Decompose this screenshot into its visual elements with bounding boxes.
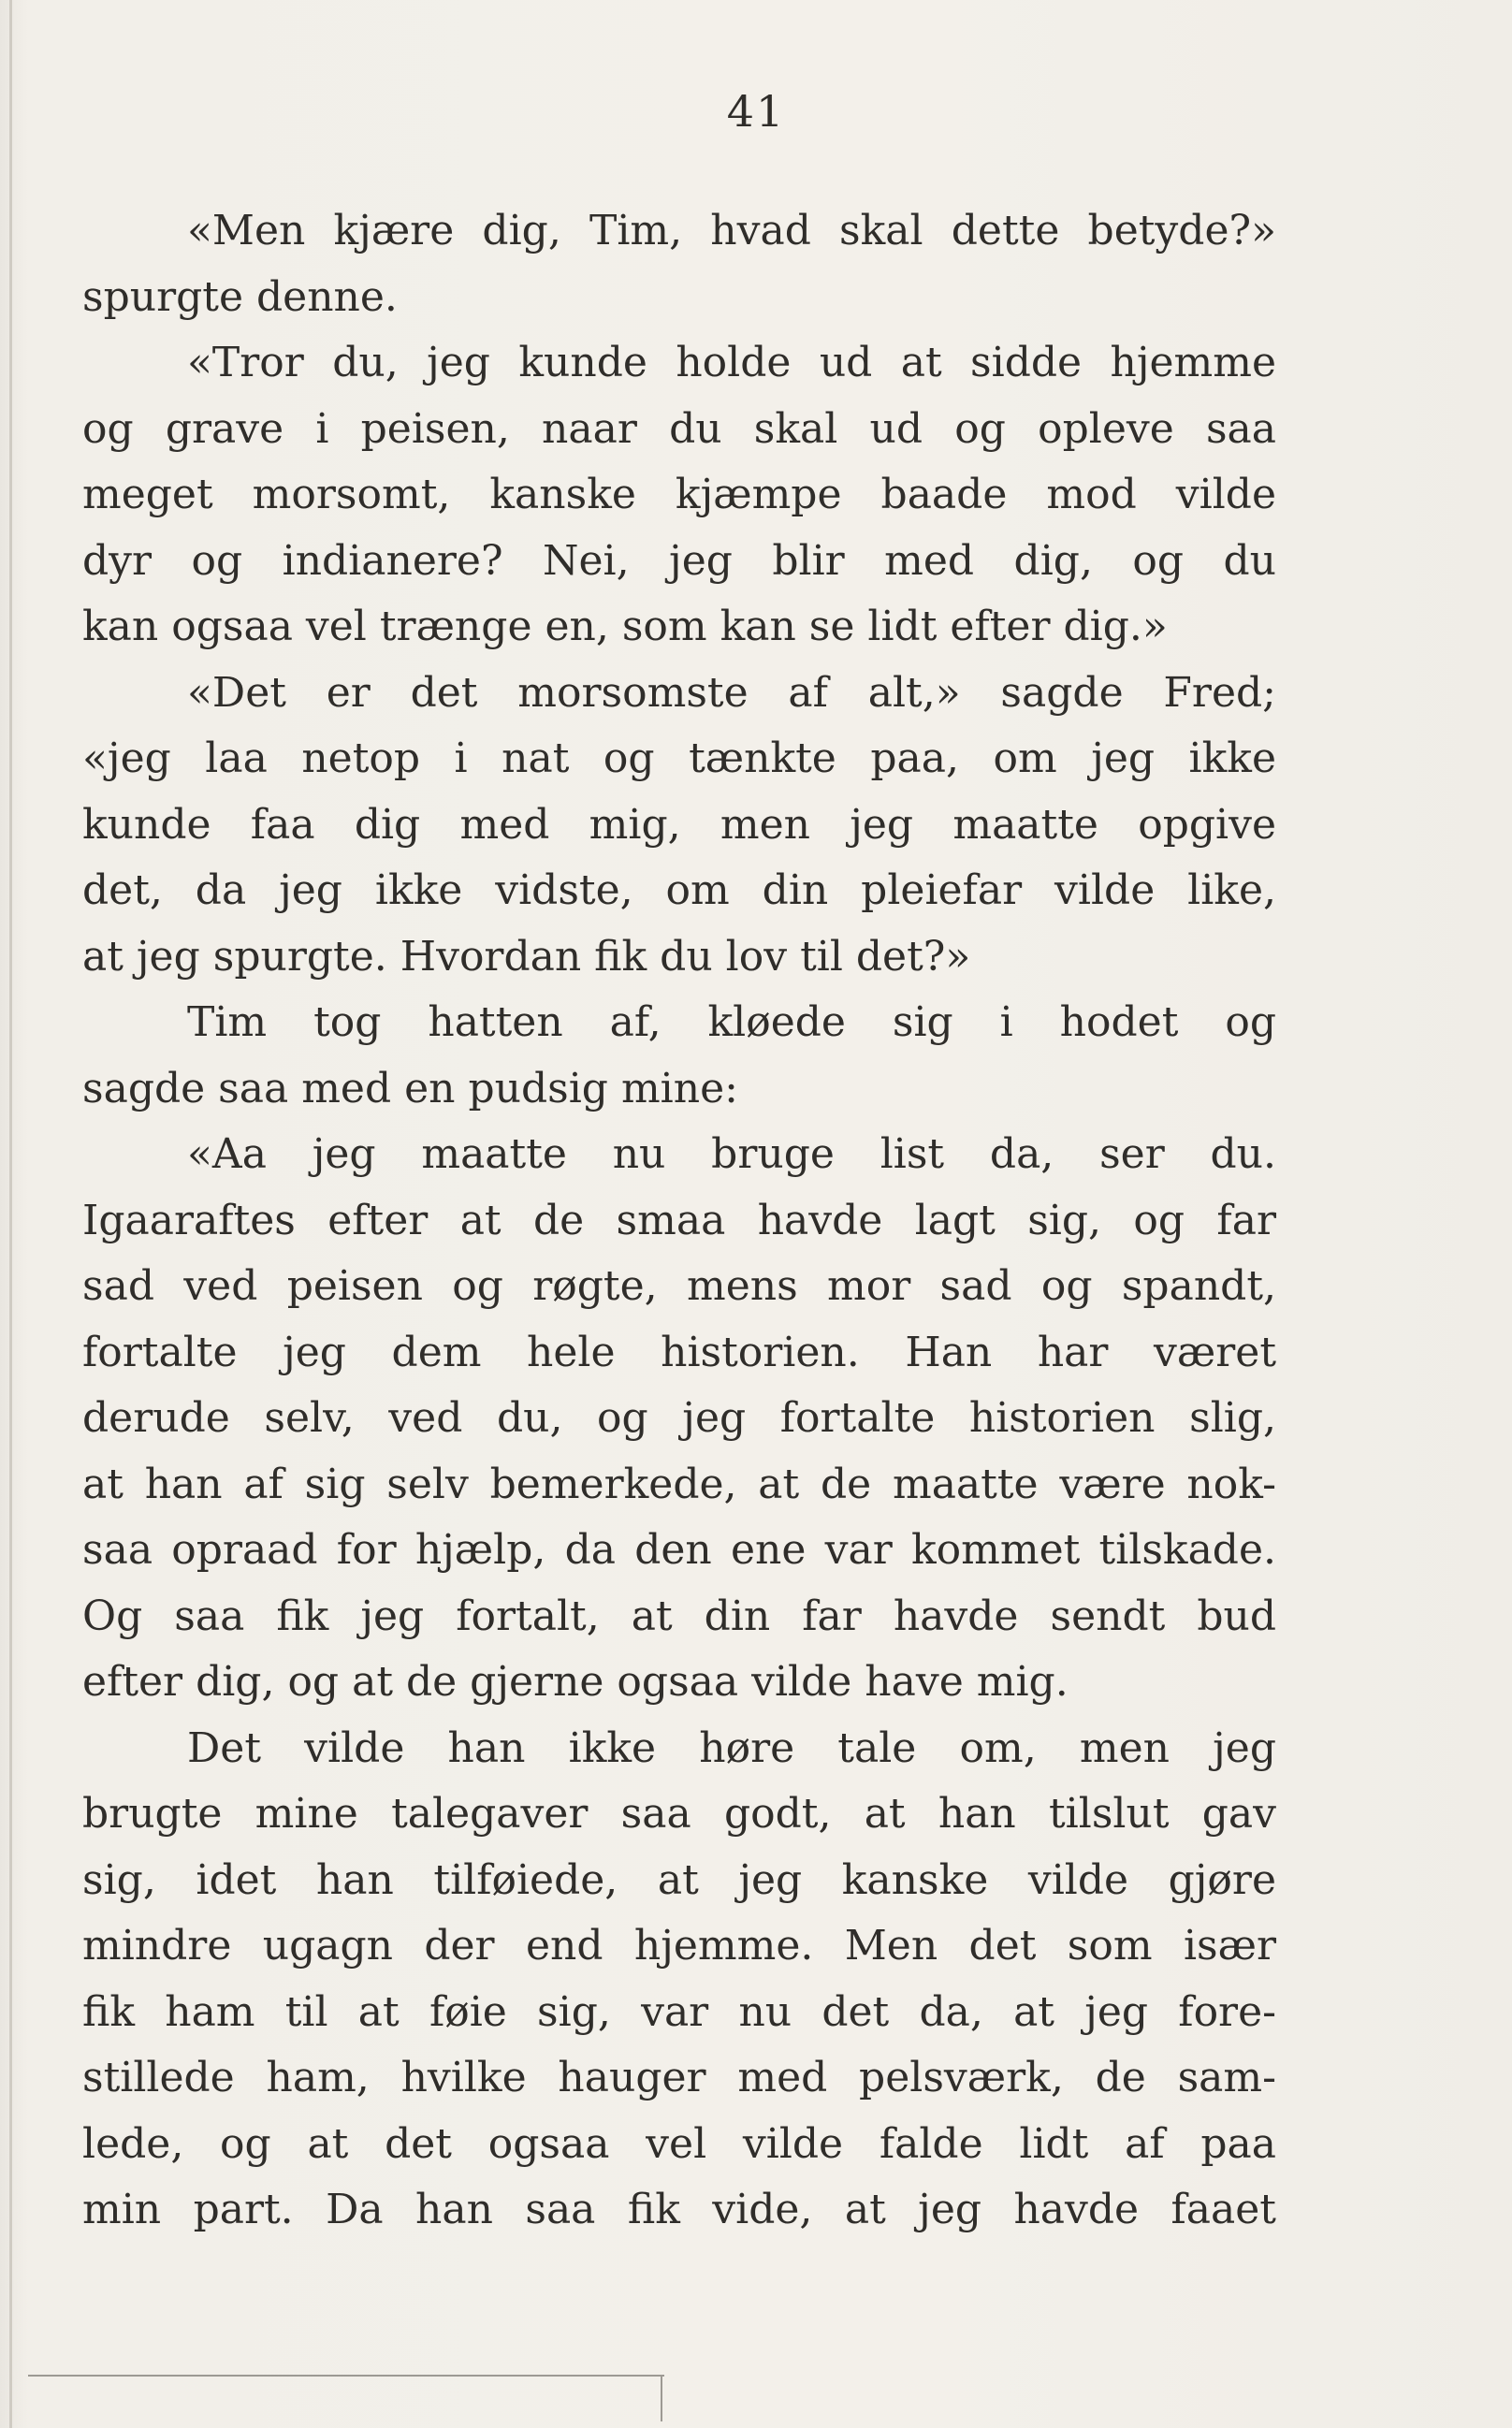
binding-edge [9, 0, 12, 2428]
text-line: at han af sig selv bemerkede, at de maatte være nok- [82, 1460, 1276, 1508]
text-line: «Aa jeg maatte nu bruge list da, ser du. [187, 1130, 1276, 1178]
text-line: derude selv, ved du, og jeg fortalte historien slig, [82, 1394, 1276, 1442]
body-text [82, 198, 1276, 2244]
text-line: fik ham til at føie sig, var nu det da, at jeg fore- [82, 1987, 1276, 2036]
text-line: «Tror du, jeg kunde holde ud at sidde hjemme [187, 339, 1276, 386]
text-line: at jeg spurgte. Hvordan fik du lov til det?» [82, 932, 971, 981]
text-line: Og saa fik jeg fortalt, at din far havde sendt bud [82, 1592, 1276, 1640]
text-line: sagde saa med en pudsig mine: [82, 1064, 738, 1112]
text-line: lede, og at det ogsaa vel vilde falde lidt af paa [82, 2119, 1276, 2168]
text-line: spurgte denne. [82, 272, 398, 321]
text-line: min part. Da han saa fik vide, at jeg havde faaet [82, 2186, 1276, 2233]
text-line: Tim tog hatten af, kløede sig i hodet og [187, 998, 1276, 1046]
text-line: Det vilde han ikke høre tale om, men jeg [187, 1723, 1276, 1772]
text-line: mindre ugagn der end hjemme. Men det som især [82, 1922, 1276, 1970]
text-line: det, da jeg ikke vidste, om din pleiefar vilde like, [82, 866, 1276, 914]
text-line: Igaaraftes efter at de smaa havde lagt sig, og far [82, 1196, 1276, 1244]
text-line: sig, idet han tilføiede, at jeg kanske vilde gjøre [82, 1855, 1276, 1904]
text-line: og grave i peisen, naar du skal ud og opleve saa [82, 404, 1276, 453]
bottom-rule-end [661, 2375, 662, 2421]
text-line: saa opraad for hjælp, da den ene var kommet tilskade. [82, 1526, 1276, 1574]
text-line: brugte mine talegaver saa godt, at han tilslut gav [82, 1790, 1276, 1838]
text-line: dyr og indianere? Nei, jeg blir med dig, og du [82, 536, 1276, 585]
text-line: «Det er det morsomste af alt,» sagde Fred; [187, 668, 1276, 717]
text-line: efter dig, og at de gjerne ogsaa vilde have mig. [82, 1658, 1069, 1706]
text-line: «jeg laa netop i nat og tænkte paa, om jeg ikke [82, 734, 1276, 782]
text-line: «Men kjære dig, Tim, hvad skal dette betyde?» [187, 207, 1276, 254]
text-line: meget morsomt, kanske kjæmpe baade mod vilde [82, 471, 1276, 518]
bottom-rule [28, 2375, 664, 2377]
text-line: kunde faa dig med mig, men jeg maatte opgive [82, 800, 1276, 849]
text-line: stillede ham, hvilke hauger med pelsværk, de sam- [82, 2054, 1276, 2101]
text-line: fortalte jeg dem hele historien. Han har været [82, 1328, 1276, 1376]
text-line: sad ved peisen og røgte, mens mor sad og spandt, [82, 1262, 1276, 1310]
page-number: 41 [726, 86, 786, 137]
text-line: kan ogsaa vel trænge en, som kan se lidt efter dig.» [82, 603, 1168, 650]
